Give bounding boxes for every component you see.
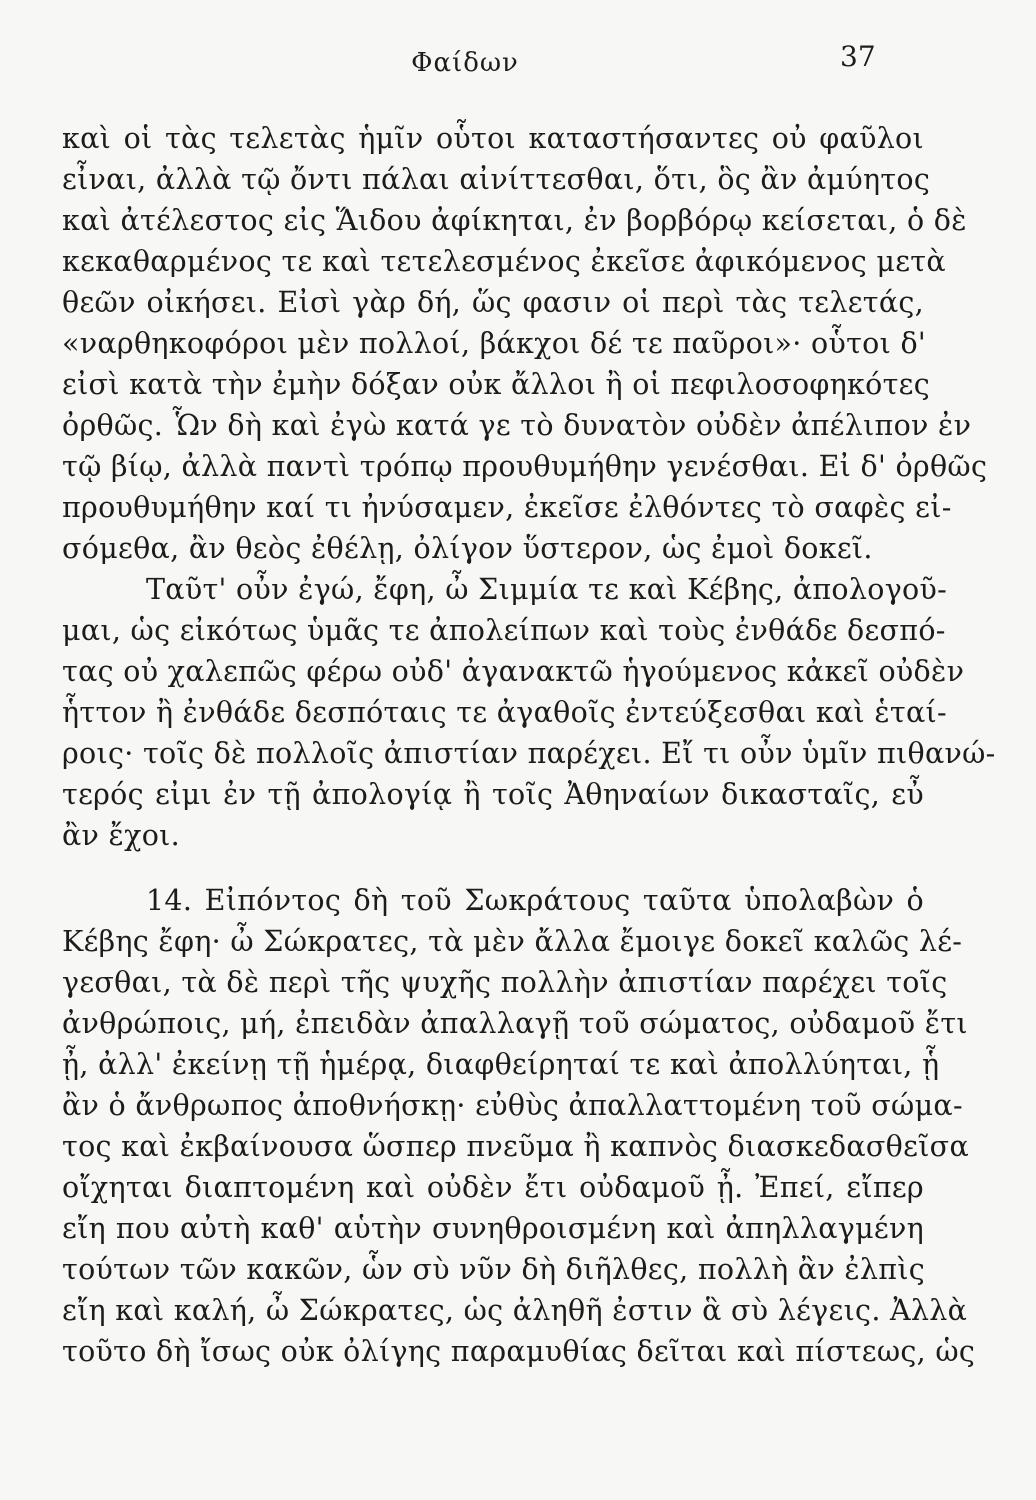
text-line: Κέβης ἔφη· ὦ Σώκρατες, τὰ μὲν ἄλλα ἔμοιγε δοκεῖ καλῶς λέ- xyxy=(62,925,963,958)
text-line: σόμεθα, ἂν θεὸς ἐθέλῃ, ὀλίγον ὕστερον, ὡς ἐμοὶ δοκεῖ. xyxy=(62,532,873,565)
text-line: εἶναι, ἀλλὰ τῷ ὄντι πάλαι αἰνίττεσθαι, ὅτι, ὃς ἂν ἀμύητος xyxy=(62,163,931,196)
page-number: 37 xyxy=(840,40,876,73)
text-line: τας οὐ χαλεπῶς φέρω οὐδ' ἀγανακτῶ ἡγούμενος κἀκεῖ οὐδὲν xyxy=(62,655,965,688)
text-line: εἴη που αὐτὴ καθ' αὑτὴν συνηθροισμένη καὶ ἀπηλλαγμένη xyxy=(62,1212,924,1245)
text-line: γεσθαι, τὰ δὲ περὶ τῆς ψυχῆς πολλὴν ἀπιστίαν παρέχει τοῖς xyxy=(62,966,948,999)
text-line: τοῦτο δὴ ἴσως οὐκ ὀλίγης παραμυθίας δεῖται καὶ πίστεως, ὡς xyxy=(62,1335,976,1368)
text-line: μαι, ὡς εἰκότως ὑμᾶς τε ἀπολείπων καὶ τοὺς ἐνθάδε δεσπό- xyxy=(62,614,946,647)
paragraph-1 xyxy=(62,118,988,569)
text-line: οἴχηται διαπτομένη καὶ οὐδὲν ἔτι οὐδαμοῦ ᾖ. Ἐπεί, εἴπερ xyxy=(62,1171,924,1204)
text-line: τος καὶ ἐκβαίνουσα ὥσπερ πνεῦμα ἢ καπνὸς διασκεδασθεῖσα xyxy=(62,1130,969,1163)
text-line: ἂν ἔχοι. xyxy=(62,819,180,852)
text-line: κεκαθαρμένος τε καὶ τετελεσμένος ἐκεῖσε ἀφικόμενος μετὰ xyxy=(62,245,946,278)
text-line: ἀνθρώποις, μή, ἐπειδὰν ἀπαλλαγῇ τοῦ σώματος, οὐδαμοῦ ἔτι xyxy=(62,1007,968,1040)
text-line: «ναρθηκοφόροι μὲν πολλοί, βάκχοι δέ τε παῦροι»· οὗτοι δ' xyxy=(62,327,927,360)
text-line: ᾖ, ἀλλ' ἐκείνῃ τῇ ἡμέρᾳ, διαφθείρηταί τε καὶ ἀπολλύηται, ᾗ xyxy=(62,1048,940,1081)
text-line: ροις· τοῖς δὲ πολλοῖς ἀπιστίαν παρέχει. Εἴ τι οὖν ὑμῖν πιθανώ- xyxy=(62,737,996,770)
body-text xyxy=(62,118,996,1372)
text-line: ἂν ὁ ἄνθρωπος ἀποθνήσκῃ· εὐθὺς ἀπαλλαττομένη τοῦ σώμα- xyxy=(62,1089,963,1122)
text-line: ἧττον ἢ ἐνθάδε δεσπόταις τε ἀγαθοῖς ἐντεύξεσθαι καὶ ἑταί- xyxy=(62,696,947,729)
text-line: εἰσὶ κατὰ τὴν ἐμὴν δόξαν οὐκ ἄλλοι ἢ οἱ πεφιλοσοφηκότες xyxy=(62,368,931,401)
text-line: τούτων τῶν κακῶν, ὧν σὺ νῦν δὴ διῆλθες, πολλὴ ἂν ἐλπὶς xyxy=(62,1253,926,1286)
text-line: καὶ οἱ τὰς τελετὰς ἡμῖν οὗτοι καταστήσαντες οὐ φαῦλοι xyxy=(62,122,924,155)
text-line: ὀρθῶς. Ὧν δὴ καὶ ἐγὼ κατά γε τὸ δυνατὸν οὐδὲν ἀπέλιπον ἐν xyxy=(62,409,972,442)
text-line: 14. Εἰπόντος δὴ τοῦ Σωκράτους ταῦτα ὑπολαβὼν ὁ xyxy=(146,884,924,917)
running-head-title: Φαίδων xyxy=(411,48,519,78)
text-line: Ταῦτ' οὖν ἐγώ, ἔφη, ὦ Σιμμία τε καὶ Κέβης, ἀπολογοῦ- xyxy=(146,573,948,606)
text-line: θεῶν οἰκήσει. Εἰσὶ γὰρ δή, ὥς φασιν οἱ περὶ τὰς τελετάς, xyxy=(62,286,924,319)
text-line: προυθυμήθην καί τι ἠνύσαμεν, ἐκεῖσε ἐλθόντες τὸ σαφὲς εἰ- xyxy=(62,491,952,524)
text-line: τερός εἰμι ἐν τῇ ἀπολογίᾳ ἢ τοῖς Ἀθηναίων δικασταῖς, εὖ xyxy=(62,778,924,811)
text-line: τῷ βίῳ, ἀλλὰ παντὶ τρόπῳ προυθυμήθην γενέσθαι. Εἰ δ' ὀρθῶς xyxy=(62,450,988,483)
paragraph-3 xyxy=(62,880,976,1372)
paragraph-2 xyxy=(62,569,996,856)
text-line: καὶ ἀτέλεστος εἰς Ἅιδου ἀφίκηται, ἐν βορβόρῳ κείσεται, ὁ δὲ xyxy=(62,204,967,237)
section-gap xyxy=(62,856,924,880)
text-line: εἴη καὶ καλή, ὦ Σώκρατες, ὡς ἀληθῆ ἐστιν ἃ σὺ λέγεις. Ἀλλὰ xyxy=(62,1294,968,1327)
